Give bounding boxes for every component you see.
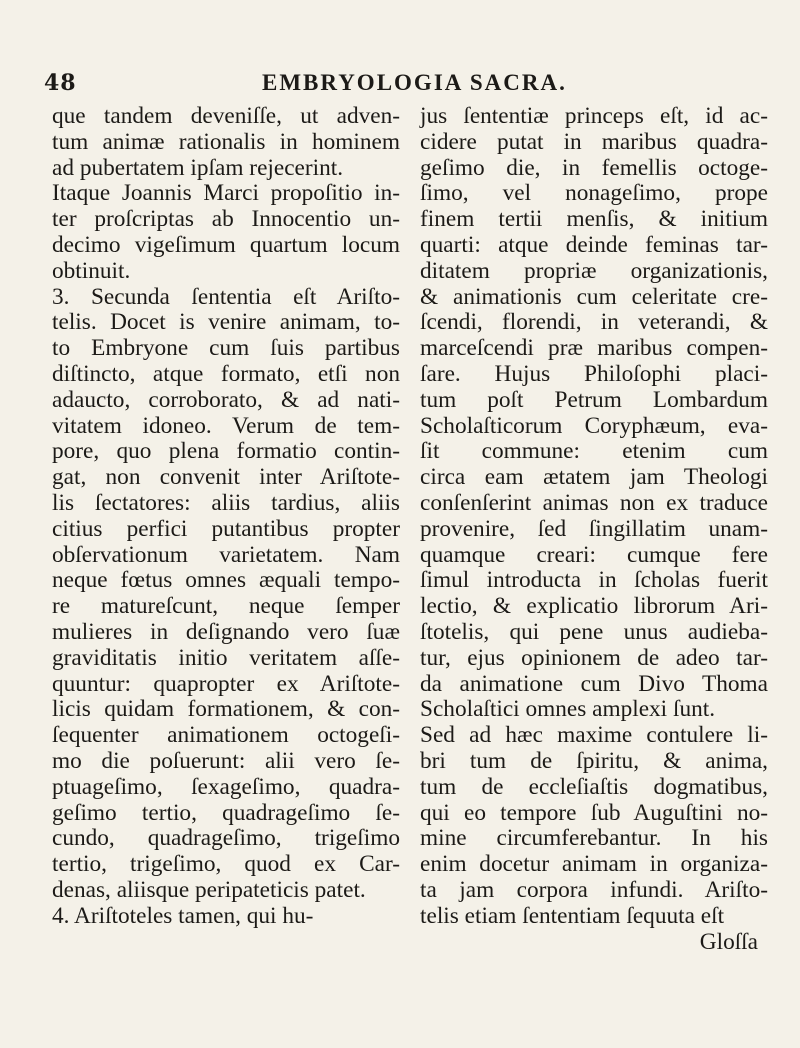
- page-header: [0, 62, 800, 102]
- text-line: cidere putat in maribus quadra-: [420, 128, 768, 155]
- catchword: Gloſſa: [699, 929, 758, 955]
- text-line: ad pubertatem ipſam rejecerint.: [52, 154, 344, 181]
- text-line: to Embryone cum ſuis partibus: [52, 335, 400, 362]
- text-line: Scholaſtici omnes amplexi ſunt.: [420, 696, 716, 723]
- text-line: da animatione cum Divo Thoma: [420, 670, 768, 697]
- text-line: 3. Secunda ſententia eſt Ariſto-: [52, 283, 400, 310]
- text-line: quarti: atque deinde feminas tar-: [420, 231, 768, 258]
- text-line: quamque creari: cumque fere: [420, 541, 768, 568]
- text-line: bri tum de ſpiritu, & anima,: [420, 747, 768, 774]
- text-line: mine circumferebantur. In his: [420, 825, 768, 852]
- text-line: ſit commune: etenim cum: [420, 438, 768, 465]
- text-line: graviditatis initio veritatem aſſe-: [52, 644, 400, 671]
- text-line: enim docetur animam in organiza-: [420, 851, 768, 878]
- text-line: & animationis cum celeritate cre-: [420, 283, 768, 310]
- text-line: ditatem propriæ organizationis,: [420, 257, 768, 284]
- text-line: marceſcendi præ maribus compen-: [420, 335, 768, 362]
- text-line: licis quidam formationem, & con-: [52, 696, 400, 723]
- text-line: gat, non convenit inter Ariſtote-: [52, 464, 400, 491]
- text-line: qui eo tempore ſub Auguſtini no-: [420, 799, 768, 826]
- left-text-column: [52, 104, 400, 930]
- text-line: Sed ad hæc maxime contulere li-: [420, 722, 768, 749]
- text-line: conſenſerint animas non ex traduce: [420, 489, 768, 516]
- page-number: 48: [44, 70, 77, 96]
- text-line: pore, quo plena formatio contin-: [52, 438, 400, 465]
- text-line: tum poſt Petrum Lombardum: [420, 386, 768, 413]
- text-line: tertio, trigeſimo, quod ex Car-: [52, 851, 400, 878]
- text-line: ſtotelis, qui pene unus audieba-: [420, 618, 768, 645]
- text-line: citius perfici putantibus propter: [52, 515, 400, 542]
- text-line: ſimul introducta in ſcholas fuerit: [420, 567, 768, 594]
- text-line: que tandem deveniſſe, ut adven-: [52, 103, 400, 129]
- text-line: mo die poſuerunt: alii vero ſe-: [52, 747, 400, 774]
- text-line: ſequenter animationem octogeſi-: [52, 722, 400, 749]
- text-line: neque fœtus omnes æquali tempo-: [52, 567, 400, 594]
- text-line: lis ſectatores: aliis tardius, aliis: [52, 489, 400, 516]
- text-line: Scholaſticorum Coryphæum, eva-: [420, 412, 768, 439]
- text-line: telis etiam ſententiam ſequuta eſt: [420, 902, 725, 929]
- text-line: ta jam corpora infundi. Ariſto-: [420, 876, 768, 903]
- text-line: obſervationum varietatem. Nam: [52, 541, 400, 568]
- text-line: ſimo, vel nonageſimo, prope: [420, 180, 768, 207]
- text-line: geſimo die, in femellis octoge-: [420, 154, 768, 181]
- text-line: tum animæ rationalis in hominem: [52, 128, 400, 155]
- text-line: vitatem idoneo. Verum de tem-: [52, 412, 400, 439]
- text-line: ſare. Hujus Philoſophi placi-: [420, 360, 768, 387]
- text-line: ter proſcriptas ab Innocentio un-: [52, 206, 400, 233]
- text-line: jus ſententiæ princeps eſt, id ac-: [420, 103, 768, 129]
- text-line: finem tertii menſis, & initium: [420, 206, 768, 233]
- text-line: ptuageſimo, ſexageſimo, quadra-: [52, 773, 400, 800]
- running-head: EMBRYOLOGIA SACRA.: [262, 70, 567, 95]
- text-line: geſimo tertio, quadrageſimo ſe-: [52, 799, 400, 826]
- text-line: Itaque Joannis Marci propoſitio in-: [52, 180, 400, 207]
- text-line: denas, aliisque peripateticis patet.: [52, 876, 366, 903]
- text-line: mulieres in deſignando vero ſuæ: [52, 618, 400, 645]
- text-line: diſtincto, atque formato, etſi non: [52, 360, 400, 387]
- text-line: telis. Docet is venire animam, to-: [52, 309, 400, 336]
- text-line: lectio, & explicatio librorum Ari-: [420, 593, 768, 620]
- text-line: re matureſcunt, neque ſemper: [52, 593, 400, 620]
- text-line: provenire, ſed ſingillatim unam-: [420, 515, 768, 542]
- text-line: obtinuit.: [52, 257, 131, 284]
- text-line: ſcendi, florendi, in veterandi, &: [420, 309, 768, 336]
- text-line: quuntur: quapropter ex Ariſtote-: [52, 670, 400, 697]
- text-line: 4. Ariſtoteles tamen, qui hu-: [52, 902, 314, 929]
- text-line: decimo vigeſimum quartum locum: [52, 231, 400, 258]
- text-line: tur, ejus opinionem de adeo tar-: [420, 644, 768, 671]
- right-text-column: [420, 104, 768, 930]
- text-line: tum de eccleſiaſtis dogmatibus,: [420, 773, 768, 800]
- text-line: cundo, quadrageſimo, trigeſimo: [52, 825, 400, 852]
- text-line: adaucto, corroborato, & ad nati-: [52, 386, 400, 413]
- text-line: circa eam ætatem jam Theologi: [420, 464, 768, 491]
